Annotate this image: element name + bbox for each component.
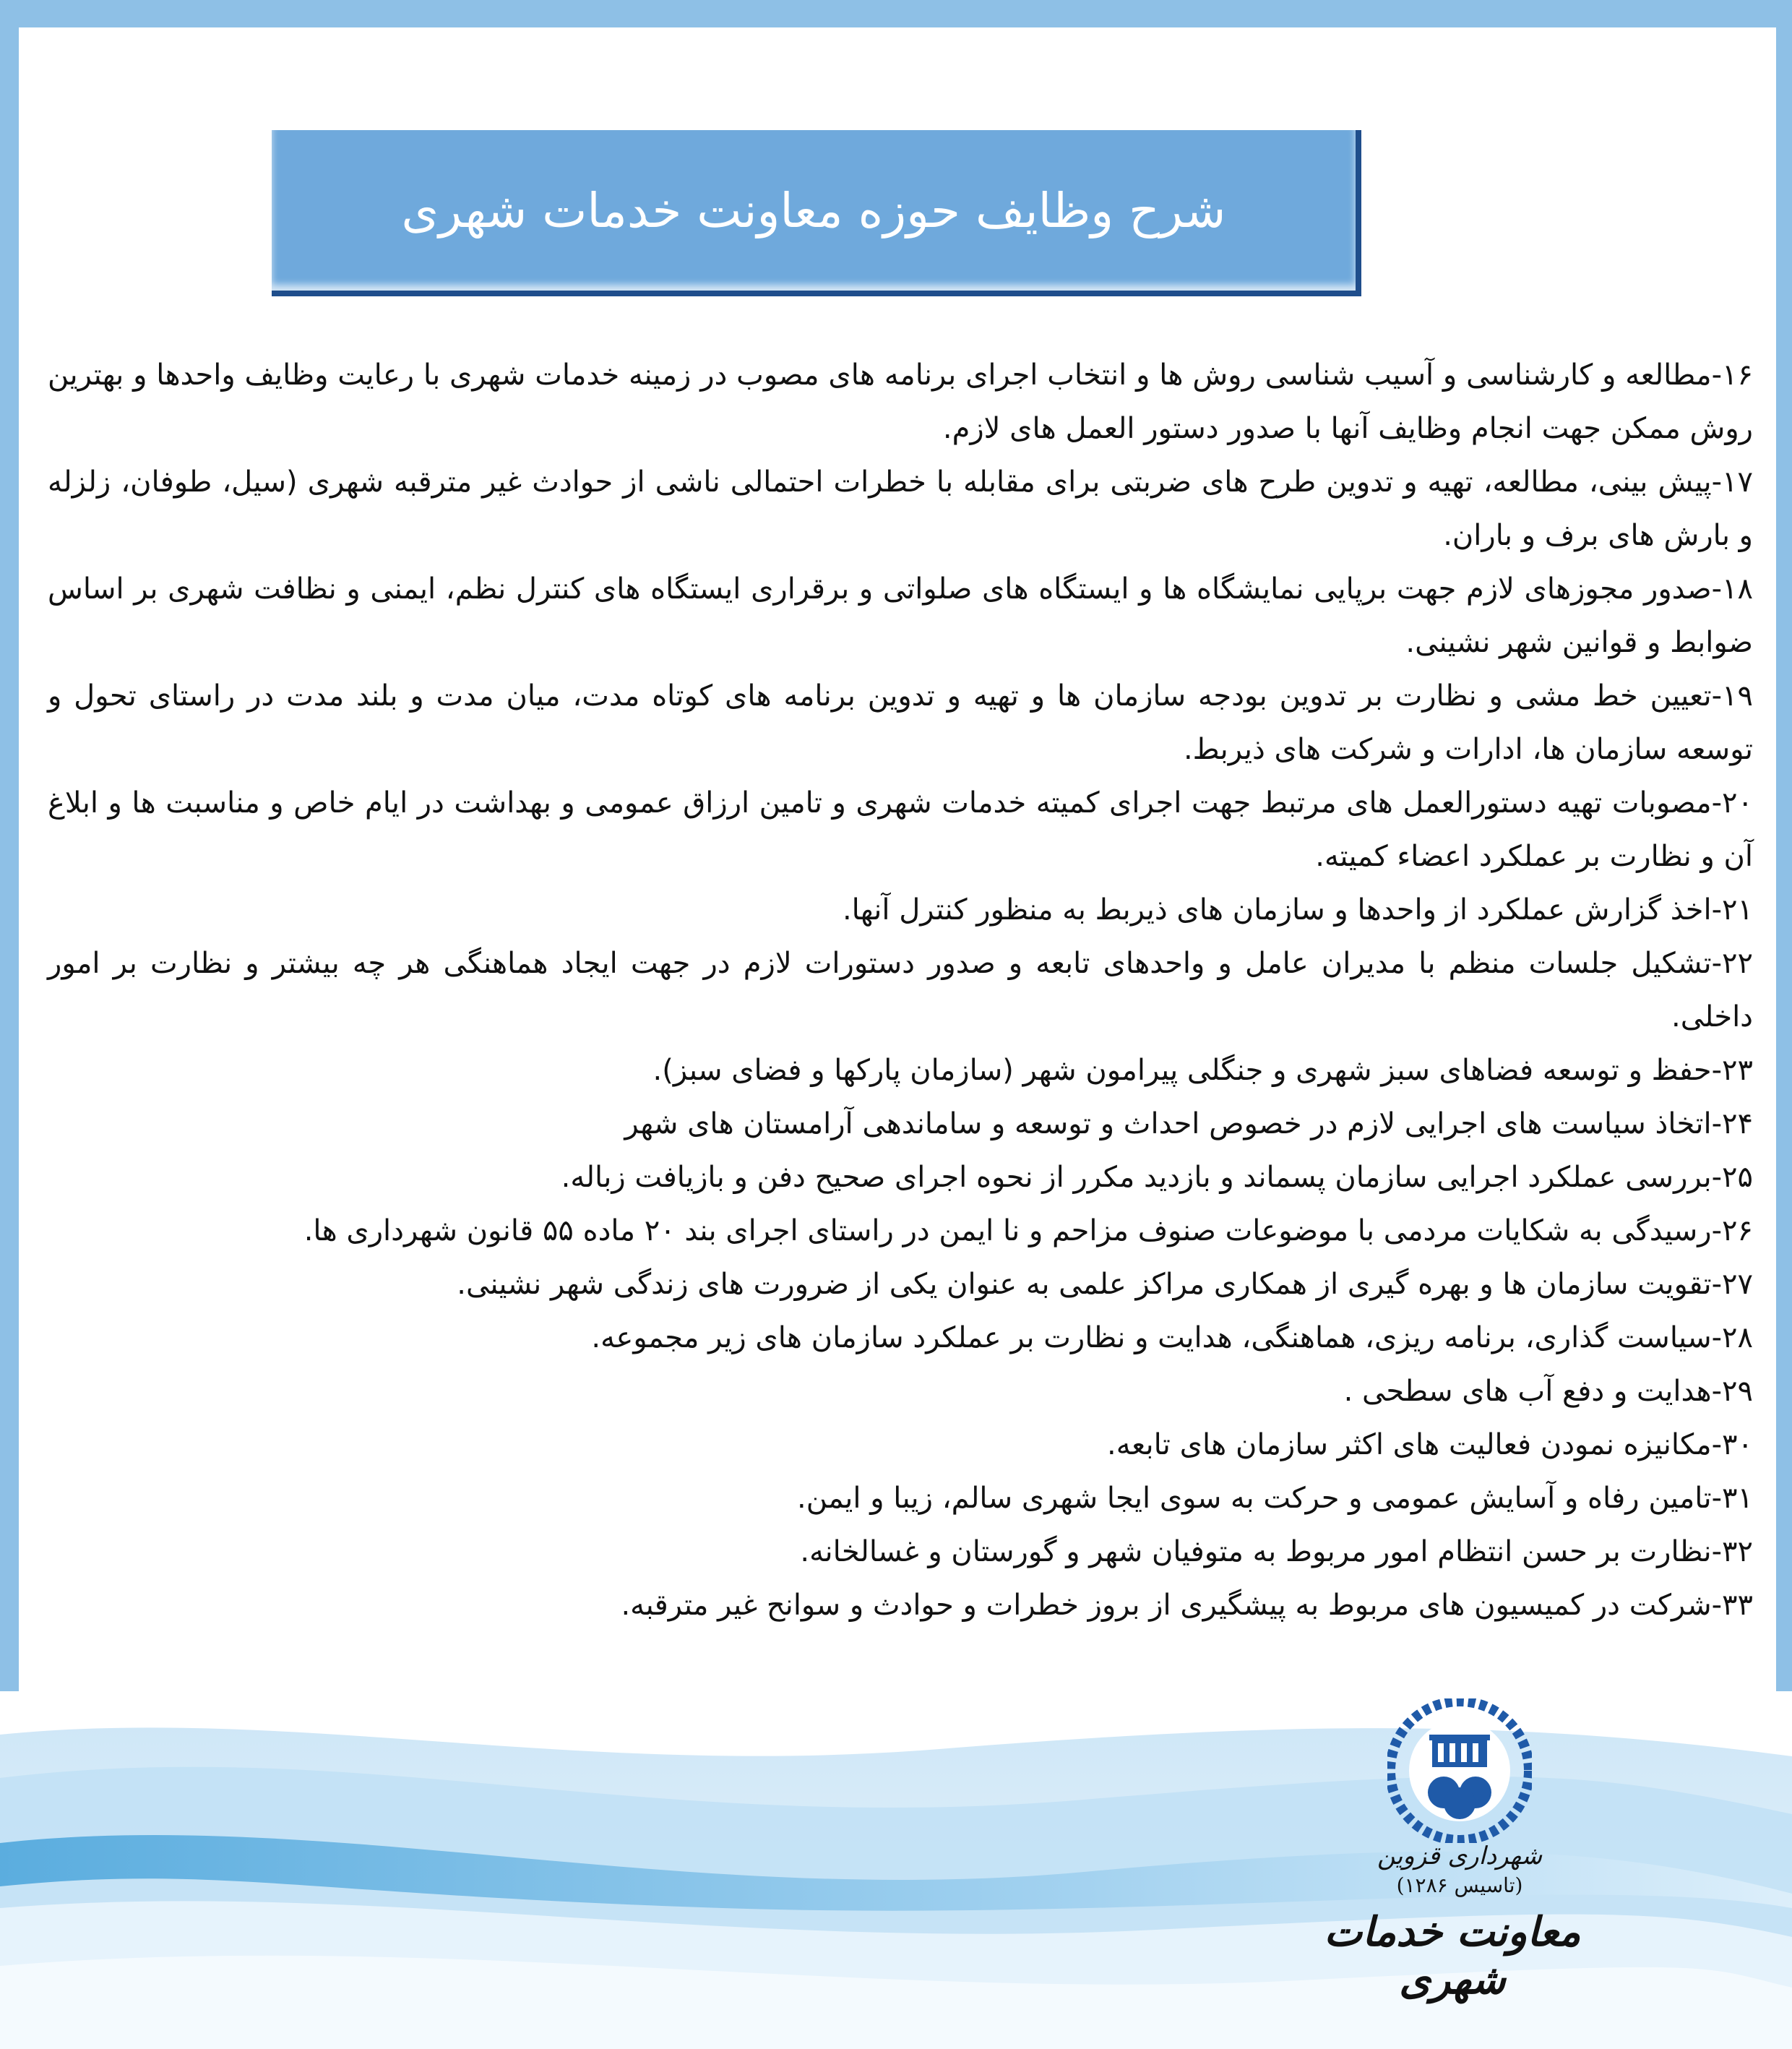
list-item: ۲۸-سیاست گذاری، برنامه ریزی، هماهنگی، هدایت و نظارت بر عملکرد سازمان های زیر مجموعه.	[591, 1321, 1753, 1354]
list-item: ۱۷-پیش بینی، مطالعه، تهیه و تدوین طرح های ضربتی برای مقابله با خطرات احتمالی ناشی از حوادث غیر مترقبه شهری (سیل، طوفان، زلزله و بارش های برف و باران.	[48, 465, 1753, 552]
department-name: معاونت خدمات شهری	[1324, 1908, 1581, 2003]
list-item: ۱۶-مطالعه و کارشناسی و آسیب شناسی روش ها و انتخاب اجرای برنامه های مصوب در زمینه خدمات شهری با رعایت وظایف واحدها و بهترین روش ممکن جهت انجام وظایف آنها با صدور دستور العمل های لازم.	[48, 358, 1753, 445]
list-item: ۳۲-نظارت بر حسن انتظام امور مربوط به متوفیان شهر و گورستان و غسالخانه.	[800, 1535, 1753, 1568]
page-title: شرح وظایف حوزه معاونت خدمات شهری	[401, 182, 1226, 239]
list-item: ۲۲-تشکیل جلسات منظم با مدیران عامل و واحدهای تابعه و صدور دستورات لازم در جهت ایجاد هماهنگی هر چه بیشتر و نظارت بر امور داخلی.	[48, 947, 1753, 1034]
list-item: ۱۹-تعیین خط مشی و نظارت بر تدوین بودجه سازمان ها و تهیه و تدوین برنامه های کوتاه مدت، میان مدت و بلند مدت در راستای تحول و توسعه سازمان ها، ادارات و شرکت های ذیربط.	[48, 679, 1753, 766]
list-item: ۱۸-صدور مجوزهای لازم جهت برپایی نمایشگاه ها و ایستگاه های صلواتی و برقراری ایستگاه های کنترل نظم، ایمنی و نظافت شهری بر اساس ضوابط و قوانین شهر نشینی.	[48, 572, 1753, 659]
list-item: ۲۳-حفظ و توسعه فضاهای سبز شهری و جنگلی پیرامون شهر (سازمان پارکها و فضای سبز).	[652, 1054, 1753, 1087]
list-item: ۲۴-اتخاذ سیاست های اجرایی لازم در خصوص احداث و توسعه و ساماندهی آرامستان های شهر	[624, 1107, 1753, 1141]
list-item: ۳۳-شرکت در کمیسیون های مربوط به پیشگیری از بروز خطرات و حوادث و سوانح غیر مترقبه.	[621, 1589, 1753, 1622]
title-banner	[272, 130, 1361, 296]
list-item: ۲۹-هدایت و دفع آب های سطحی .	[1343, 1375, 1753, 1408]
list-item: ۳۰-مکانیزه نمودن فعالیت های اکثر سازمان های تابعه.	[1107, 1428, 1753, 1461]
list-item: ۲۱-اخذ گزارش عملکرد از واحدها و سازمان های ذیربط به منظور کنترل آنها.	[842, 893, 1753, 927]
list-item: ۲۰-مصوبات تهیه دستورالعمل های مرتبط جهت اجرای کمیته خدمات شهری و تامین ارزاق عمومی و بهداشت در ایام خاص و مناسبت ها و ابلاغ آن و نظارت بر عملکرد اعضاء کمیته.	[48, 786, 1753, 873]
list-item: ۳۱-تامین رفاه و آسایش عمومی و حرکت به سوی ایجا شهری سالم، زیبا و ایمن.	[796, 1482, 1753, 1515]
logo-year: (تاسیس ۱۲۸۶)	[1396, 1873, 1523, 1897]
logo-caption: شهرداری قزوین	[1377, 1842, 1543, 1870]
duties-list	[48, 348, 1753, 1632]
municipality-logo	[1387, 1698, 1532, 1843]
list-item: ۲۷-تقویت سازمان ها و بهره گیری از همکاری مراکز علمی به عنوان یکی از ضرورت های زندگی شهر نشینی.	[457, 1268, 1753, 1301]
list-item: ۲۵-بررسی عملکرد اجرایی سازمان پسماند و بازدید مکرر از نحوه اجرای صحیح دفن و بازیافت زباله.	[561, 1161, 1753, 1194]
list-item: ۲۶-رسیدگی به شکایات مردمی با موضوعات صنوف مزاحم و نا ایمن در راستای اجرای بند ۲۰ ماده ۵۵ قانون شهرداری ها.	[303, 1214, 1753, 1247]
